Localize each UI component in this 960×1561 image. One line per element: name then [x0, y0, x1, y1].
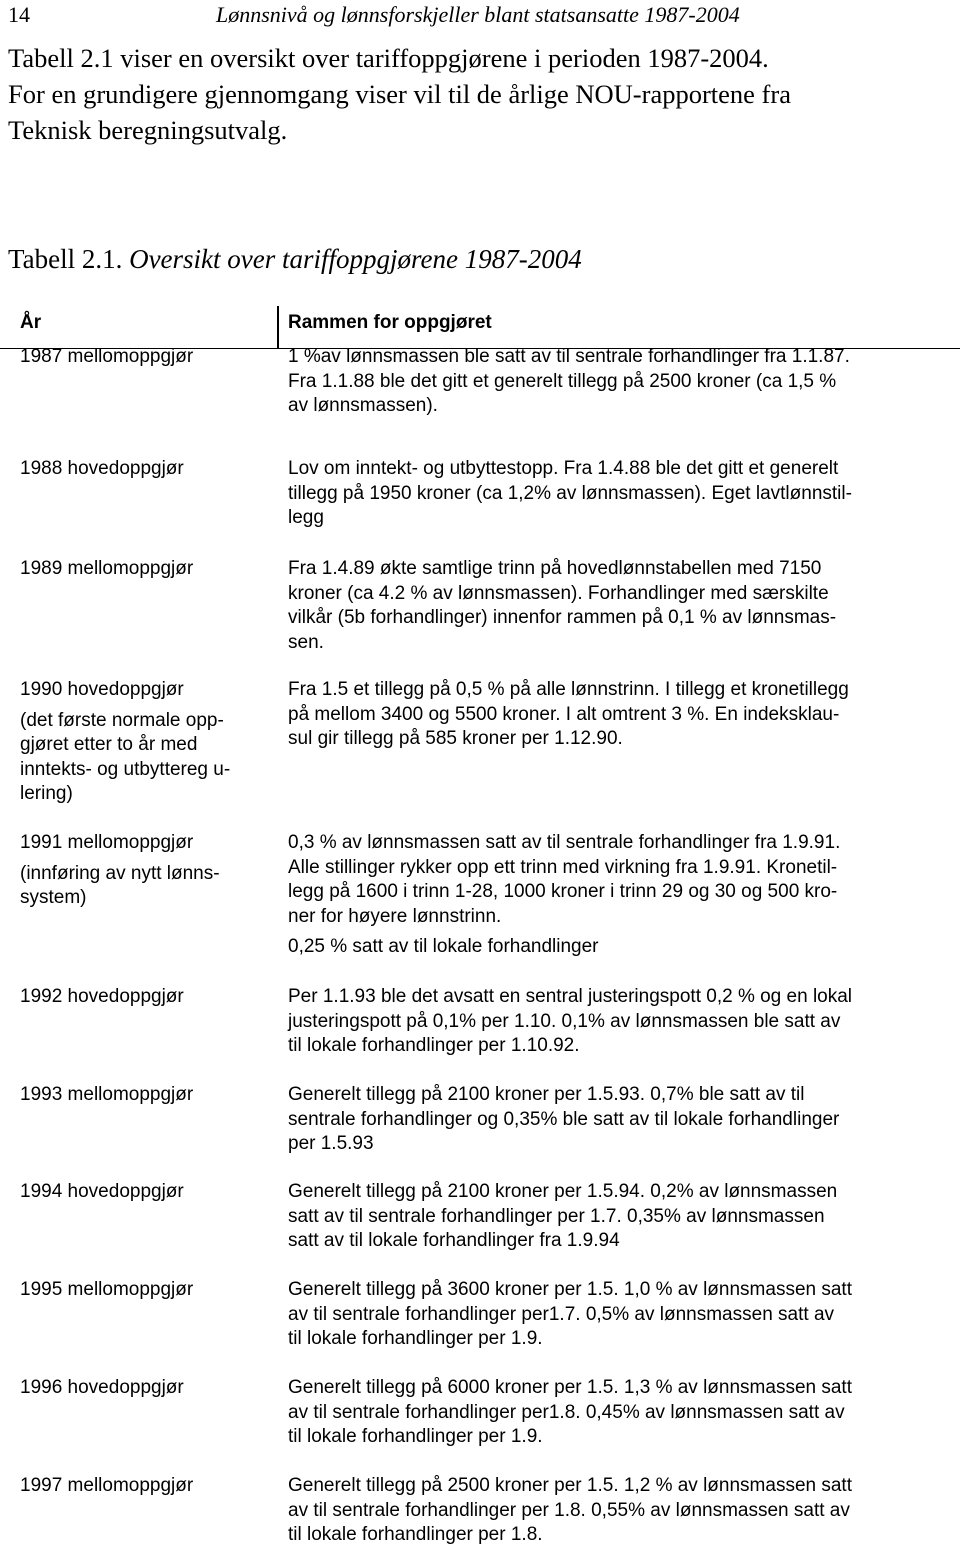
page-number: 14: [8, 2, 30, 27]
row-frame-line: 0,3 % av lønnsmassen satt av til sentrale forhandlinger fra 1.9.91.: [288, 832, 841, 853]
row-frame-line: Generelt tillegg på 3600 kroner per 1.5. 1,0 % av lønnsmassen satt: [288, 1279, 852, 1300]
row-frame-line: Per 1.1.93 ble det avsatt en sentral justeringspott 0,2 % og en lokal: [288, 986, 853, 1007]
table-header: [0, 306, 960, 349]
row-frame-line: sentrale forhandlinger og 0,35% ble satt av til lokale forhandlinger: [288, 1108, 840, 1130]
row-year-line: (innføring av nytt lønns-: [20, 862, 220, 884]
row-frame-line: av lønnsmassen).: [288, 395, 438, 416]
row-year-line: 1997 mellomoppgjør: [20, 1475, 194, 1496]
row-year-line: 1992 hovedoppgjør: [20, 986, 184, 1007]
row-frame-line: legg på 1600 i trinn 1-28, 1000 kroner i trinn 29 og 30 og 500 kro-: [288, 881, 838, 902]
row-frame-cell: [288, 678, 938, 752]
row-frame-cell: [288, 985, 938, 1059]
col-header-year: År: [20, 312, 42, 333]
row-frame-line: på mellom 3400 og 5500 kroner. I alt omtrent 3 %. En indeksklau-: [288, 703, 840, 725]
row-frame-line: 1 %av lønnsmassen ble satt av til sentrale forhandlinger fra 1.1.87.: [288, 346, 850, 367]
row-frame-line: til lokale forhandlinger per 1.9.: [288, 1328, 543, 1349]
row-year-cell: [20, 345, 260, 370]
row-frame-line: sul gir tillegg på 585 kroner per 1.12.90.: [288, 728, 623, 749]
row-frame-cell: [288, 831, 938, 960]
row-year-cell: [20, 1180, 260, 1205]
row-frame-line: Lov om inntekt- og utbyttestopp. Fra 1.4.88 ble det gitt et generelt: [288, 458, 839, 479]
row-year-line: 1989 mellomoppgjør: [20, 558, 194, 579]
row-frame-cell: [288, 345, 938, 419]
row-year-line: 1991 mellomoppgjør: [20, 832, 194, 853]
row-frame-line: Alle stillinger rykker opp ett trinn med virkning fra 1.9.91. Kronetil-: [288, 856, 838, 878]
row-frame-line: justeringspott på 0,1% per 1.10. 0,1% av lønnsmassen ble satt av: [288, 1010, 841, 1032]
row-frame-cell: [288, 1083, 938, 1157]
row-frame-cell: [288, 1180, 938, 1254]
row-frame-line: tillegg på 1950 kroner (ca 1,2% av lønnsmassen). Eget lavtlønnstil-: [288, 482, 852, 504]
table-label: Tabell 2.1.: [8, 244, 123, 274]
row-year-line: 1988 hovedoppgjør: [20, 458, 184, 479]
row-frame-cell: [288, 457, 938, 531]
row-frame-cell: [288, 557, 938, 655]
intro-line: Teknisk beregningsutvalg.: [8, 115, 288, 145]
agreements-table: [0, 306, 960, 1545]
row-year-line: inntekts- og utbyttereg u-: [20, 758, 231, 780]
header-divider: [277, 306, 279, 348]
row-frame-line: vilkår (5b forhandlinger) innenfor rammen på 0,1 % av lønnsmas-: [288, 607, 837, 628]
row-year-cell: [20, 1278, 260, 1303]
row-frame-line: Generelt tillegg på 2100 kroner per 1.5.94. 0,2% av lønnsmassen: [288, 1181, 838, 1202]
row-frame-cell: [288, 1474, 938, 1548]
row-frame-extra: 0,25 % satt av til lokale forhandlinger: [288, 936, 599, 957]
row-year-line: 1995 mellomoppgjør: [20, 1279, 194, 1300]
row-frame-line: av til sentrale forhandlinger per1.8. 0,45% av lønnsmassen satt av: [288, 1401, 845, 1423]
row-year-cell: [20, 1083, 260, 1108]
intro-line: Tabell 2.1 viser en oversikt over tariffoppgjørene i perioden 1987-2004.: [8, 43, 769, 73]
row-frame-line: Generelt tillegg på 2500 kroner per 1.5. 1,2 % av lønnsmassen satt: [288, 1475, 852, 1496]
intro-line: For en grundigere gjennomgang viser vil til de årlige NOU-rapportene fra: [8, 79, 791, 109]
row-frame-line: sen.: [288, 631, 324, 653]
row-frame-line: av til sentrale forhandlinger per1.7. 0,5% av lønnsmassen satt av: [288, 1303, 835, 1325]
row-year-line: 1996 hovedoppgjør: [20, 1377, 184, 1398]
intro-paragraph: [8, 40, 953, 148]
row-frame-cell: [288, 1278, 938, 1352]
row-frame-line: Fra 1.4.89 økte samtlige trinn på hovedlønnstabellen med 7150: [288, 558, 822, 579]
row-year-line: 1990 hovedoppgjør: [20, 679, 184, 700]
row-frame-line: ner for høyere lønnstrinn.: [288, 905, 502, 927]
row-year-cell: [20, 678, 260, 807]
row-year-line: lering): [20, 783, 73, 804]
row-frame-line: Generelt tillegg på 6000 kroner per 1.5. 1,3 % av lønnsmassen satt: [288, 1377, 852, 1398]
row-year-cell: [20, 557, 260, 582]
row-frame-line: satt av til lokale forhandlinger fra 1.9.94: [288, 1230, 620, 1251]
row-frame-line: til lokale forhandlinger per 1.10.92.: [288, 1035, 580, 1056]
row-year-line: (det første normale opp-: [20, 709, 224, 731]
col-header-frame: Rammen for oppgjøret: [288, 312, 492, 333]
table-title: Oversikt over tariffoppgjørene 1987-2004: [129, 244, 582, 274]
row-frame-line: av til sentrale forhandlinger per 1.8. 0,55% av lønnsmassen satt av: [288, 1499, 850, 1521]
row-frame-line: legg: [288, 507, 324, 528]
row-year-line: gjøret etter to år med: [20, 734, 198, 755]
row-year-line: system): [20, 887, 87, 908]
row-year-line: 1993 mellomoppgjør: [20, 1084, 194, 1105]
row-year-cell: [20, 831, 260, 911]
row-year-line: 1987 mellomoppgjør: [20, 346, 194, 367]
row-frame-line: kroner (ca 4.2 % av lønnsmassen). Forhandlinger med særskilte: [288, 582, 829, 604]
running-title: Lønnsnivå og lønnsforskjeller blant statsansatte 1987-2004: [216, 2, 740, 27]
table-caption: [8, 244, 582, 275]
row-frame-line: Fra 1.5 et tillegg på 0,5 % på alle lønnstrinn. I tillegg et kronetillegg: [288, 679, 849, 700]
row-year-line: 1994 hovedoppgjør: [20, 1181, 184, 1202]
page-header: [8, 2, 948, 32]
row-year-cell: [20, 1376, 260, 1401]
row-year-cell: [20, 985, 260, 1010]
row-frame-line: til lokale forhandlinger per 1.8.: [288, 1524, 543, 1545]
row-frame-line: til lokale forhandlinger per 1.9.: [288, 1426, 543, 1447]
row-frame-cell: [288, 1376, 938, 1450]
row-frame-line: satt av til sentrale forhandlinger per 1.7. 0,35% av lønnsmassen: [288, 1205, 825, 1227]
row-year-cell: [20, 1474, 260, 1499]
row-frame-line: Fra 1.1.88 ble det gitt et generelt tillegg på 2500 kroner (ca 1,5 %: [288, 370, 837, 392]
row-frame-line: Generelt tillegg på 2100 kroner per 1.5.93. 0,7% ble satt av til: [288, 1084, 805, 1105]
row-frame-line: per 1.5.93: [288, 1133, 374, 1154]
row-year-cell: [20, 457, 260, 482]
